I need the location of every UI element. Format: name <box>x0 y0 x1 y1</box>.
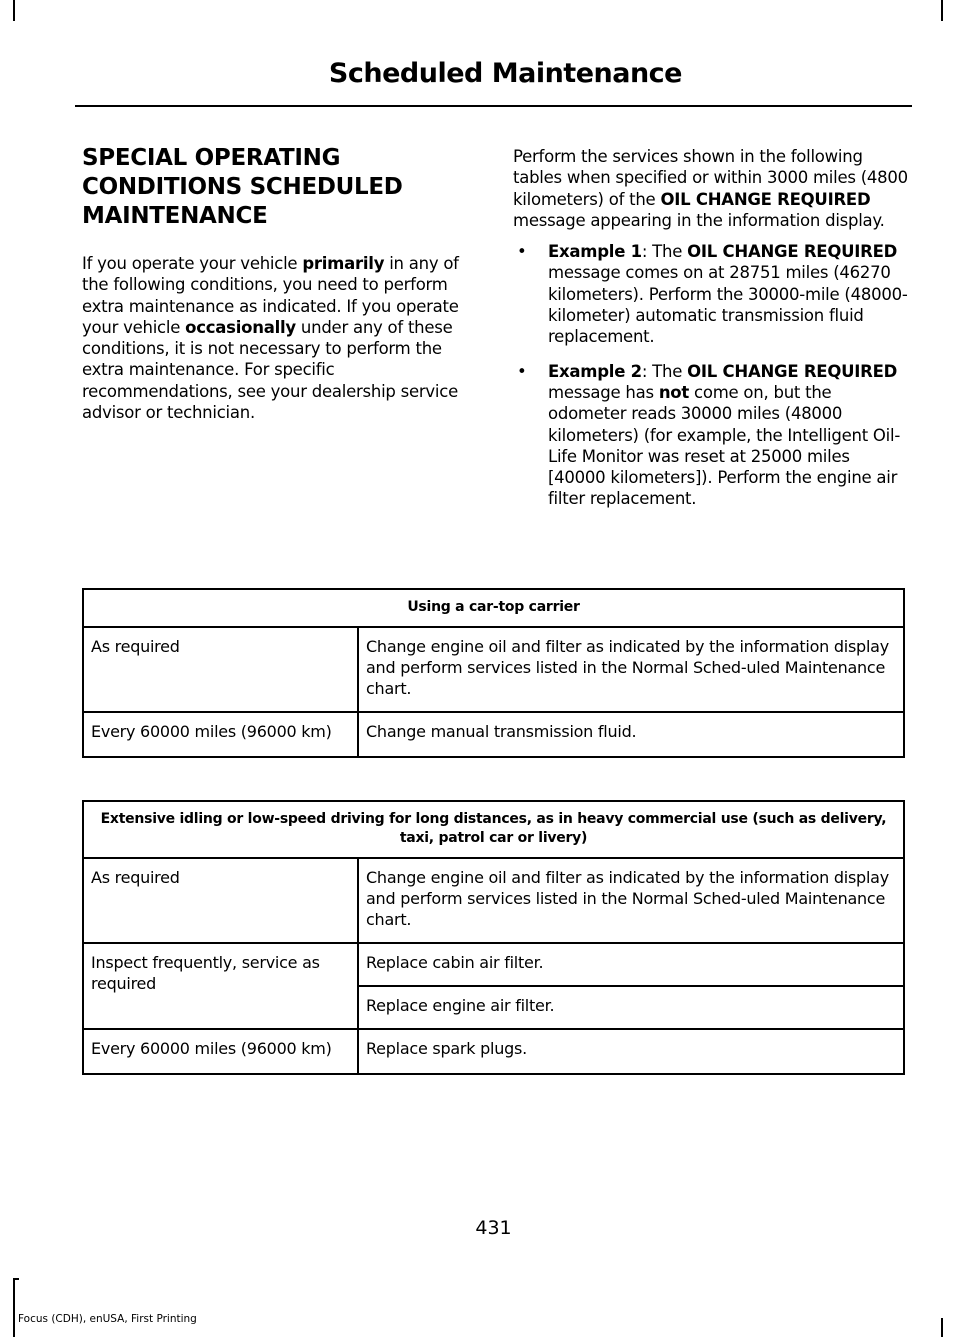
text: message appearing in the information display. <box>513 210 885 230</box>
footer-edition: Focus (CDH), enUSA, First Printing <box>18 1313 197 1325</box>
text: message comes on at 28751 miles (46270 kilometers). Perform the 30000-mile (48000-kilometer) automatic transmission fluid replacement. <box>548 263 908 347</box>
action-cell: Change engine oil and filter as indicated by the information display and perform services listed in the Normal Sched-uled Maintenance chart. <box>358 858 904 943</box>
right-column <box>513 146 911 523</box>
crop-mark-bottom-right <box>941 1318 943 1337</box>
interval-cell: As required <box>83 858 358 943</box>
emphasis-primarily: primarily <box>302 254 385 273</box>
interval-cell: As required <box>83 627 358 712</box>
table-row <box>83 1029 904 1074</box>
example-label: Example 1 <box>548 242 642 262</box>
emphasis-occasionally: occasionally <box>185 317 296 337</box>
services-paragraph <box>513 146 911 231</box>
action-cell: Replace cabin air filter. <box>358 943 904 986</box>
table-row <box>83 943 904 986</box>
header-rule <box>75 105 912 107</box>
left-column <box>82 144 482 423</box>
crop-mark-bottom-left <box>13 1278 15 1337</box>
text: : The <box>641 242 688 262</box>
text: message has <box>548 382 659 402</box>
action-cell: Replace spark plugs. <box>358 1029 904 1074</box>
intro-paragraph <box>82 253 482 423</box>
crop-mark-bottom-left-h <box>13 1278 19 1280</box>
table-header: Using a car-top carrier <box>83 589 904 627</box>
action-cell: Change engine oil and filter as indicated by the information display and perform services listed in the Normal Sched-uled Maintenance chart. <box>358 627 904 712</box>
example-label: Example 2 <box>548 361 642 381</box>
table-header-row <box>83 801 904 858</box>
emphasis: OIL CHANGE REQUIRED <box>687 242 898 262</box>
page-number: 431 <box>475 1217 512 1239</box>
emphasis-oil-change-required: OIL CHANGE REQUIRED <box>660 189 871 209</box>
maintenance-table-extensive-idling <box>82 800 905 1075</box>
interval-cell: Every 60000 miles (96000 km) <box>83 1029 358 1074</box>
table-row <box>83 858 904 943</box>
maintenance-table-car-top-carrier <box>82 588 905 758</box>
list-item <box>513 361 911 510</box>
section-heading: SPECIAL OPERATING CONDITIONS SCHEDULED MAINTENANCE <box>82 145 403 229</box>
action-cell: Change manual transmission fluid. <box>358 712 904 757</box>
bullet-icon: • <box>517 242 527 262</box>
interval-cell: Every 60000 miles (96000 km) <box>83 712 358 757</box>
bullet-icon: • <box>517 361 527 381</box>
emphasis-not: not <box>658 382 690 402</box>
list-item <box>513 241 911 347</box>
page-title: Scheduled Maintenance <box>328 58 682 89</box>
action-cell: Replace engine air filter. <box>358 986 904 1029</box>
table-header: Extensive idling or low-speed driving for long distances, as in heavy commercial use (such as delivery, taxi, patrol car or livery) <box>83 801 904 858</box>
text: come on, but the odometer reads 30000 miles (48000 kilometers) (for example, the Intelligent Oil-Life Monitor was reset at 25000 miles [40000 kilometers]). Perform the engine air filter replacement. <box>548 382 901 509</box>
text: : The <box>641 361 688 381</box>
examples-list <box>513 241 911 510</box>
table-row <box>83 712 904 757</box>
text: under any of these conditions, it is not necessary to perform the extra maintenance. For specific recommendations, see your dealership service advisor or technician. <box>82 317 458 423</box>
emphasis: OIL CHANGE REQUIRED <box>687 361 898 381</box>
table-header-row <box>83 589 904 627</box>
text: If you operate your vehicle <box>82 254 303 273</box>
table-row <box>83 627 904 712</box>
crop-mark-top-left <box>13 0 15 21</box>
crop-mark-top-right <box>941 0 943 21</box>
text: in any of the following conditions, you need to perform extra maintenance as indicated. If you operate your vehicle <box>82 254 459 337</box>
interval-cell: Inspect frequently, service as required <box>83 943 358 1029</box>
text: Perform the services shown in the following tables when specified or within 3000 miles (4800 kilometers) of the <box>513 147 908 209</box>
